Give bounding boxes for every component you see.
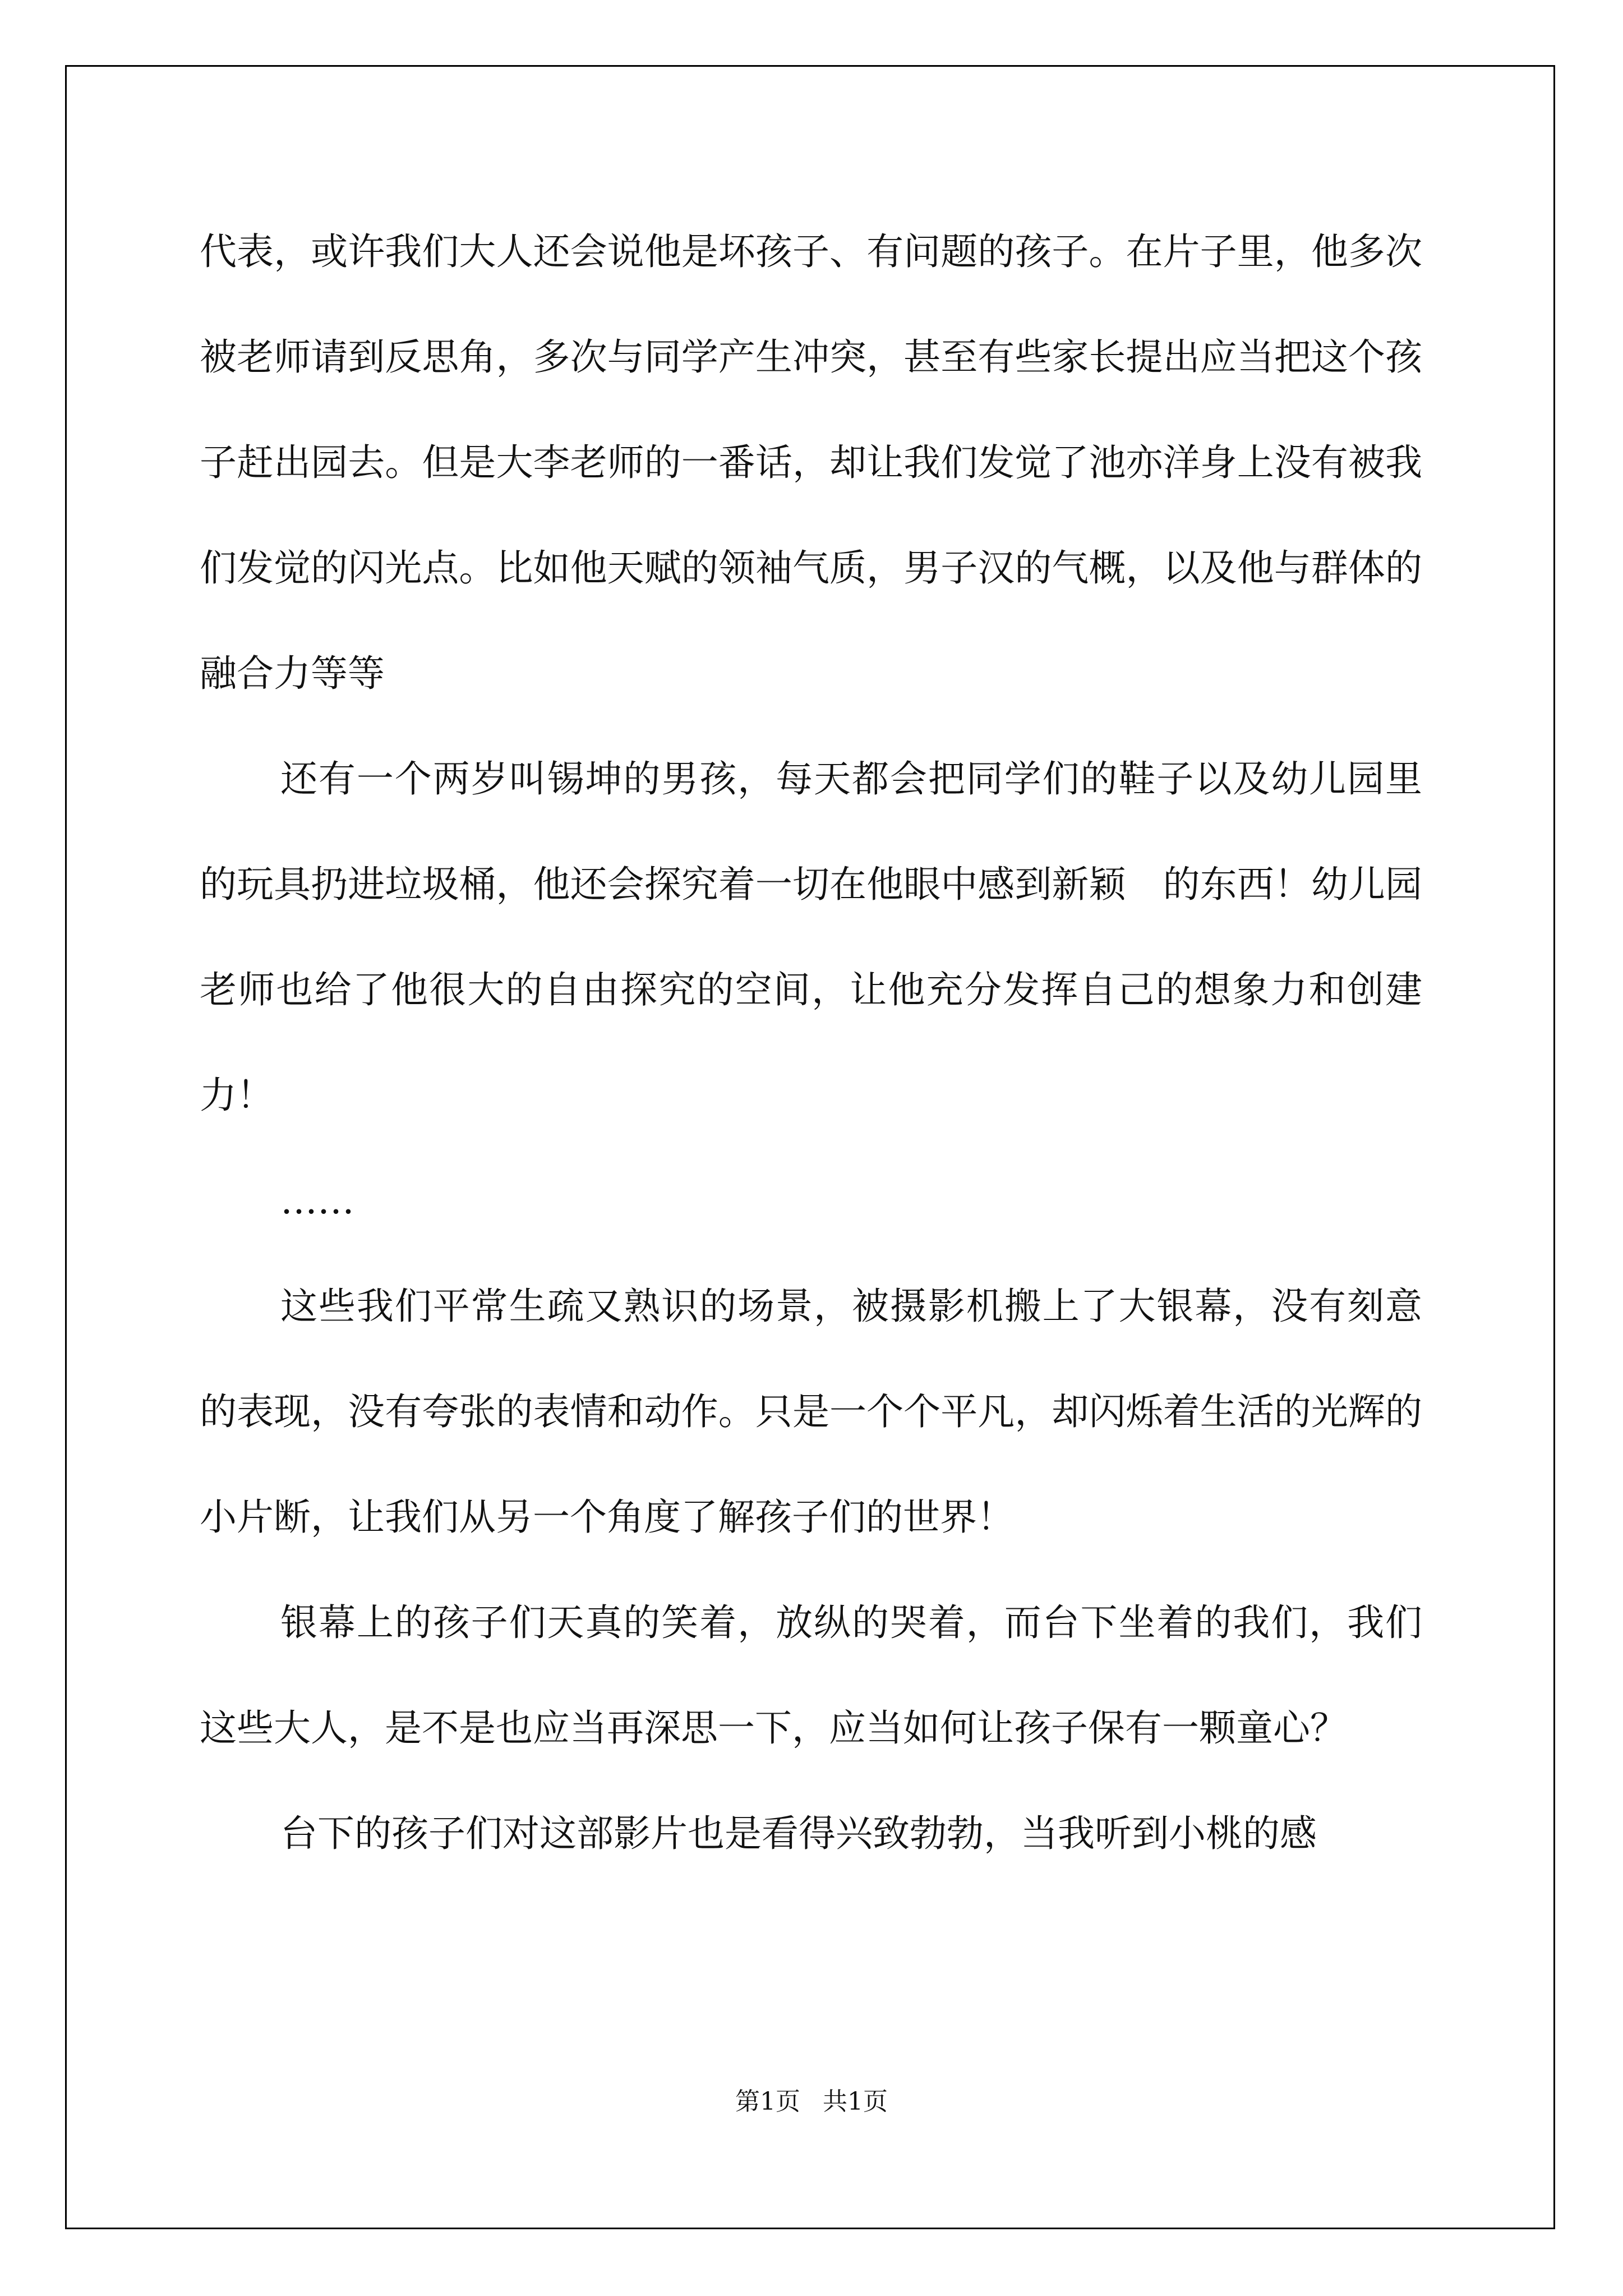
page-count: 共1页 — [823, 2087, 888, 2116]
paragraph-ellipsis: …… — [280, 1179, 354, 1222]
document-body — [200, 199, 1422, 1887]
paragraph-continued: 代表，或许我们大人还会说他是坏孩子、有问题的孩子。在片子里，他多次被老师请到反思角，多次与同学产生冲突，甚至有些家长提出应当把这个孩子赶出园去。但是大李老师的一番话，却让我们发觉了池亦洋身上没有被我们发觉的闪光点。比如他天赋的领袖气质，男子汉的气概，以及他与群体的融合力等等 — [200, 230, 1422, 695]
paragraph-scenes: 这些我们平常生疏又熟识的场景，被摄影机搬上了大银幕，没有刻意的表现，没有夸张的表情和动作。只是一个个平凡，却闪烁着生活的光辉的小片断，让我们从另一个角度了解孩子们的世界！ — [200, 1285, 1422, 1539]
page-footer — [0, 2081, 1623, 2117]
paragraph-xikun: 还有一个两岁叫锡坤的男孩，每天都会把同学们的鞋子以及幼儿园里的玩具扔进垃圾桶，他还会探究着一切在他眼中感到新颖 的东西！幼儿园老师也给了他很大的自由探究的空间，让他充分发挥自己的想象力和创建力！ — [200, 757, 1422, 1117]
paragraph-children-audience: 台下的孩子们对这部影片也是看得兴致勃勃，当我听到小桃的感 — [280, 1812, 1317, 1855]
page-number: 第1页 — [735, 2087, 800, 2116]
paragraph-reflection: 银幕上的孩子们天真的笑着，放纵的哭着，而台下坐着的我们，我们这些大人，是不是也应当再深思一下，应当如何让孩子保有一颗童心？ — [200, 1601, 1422, 1750]
